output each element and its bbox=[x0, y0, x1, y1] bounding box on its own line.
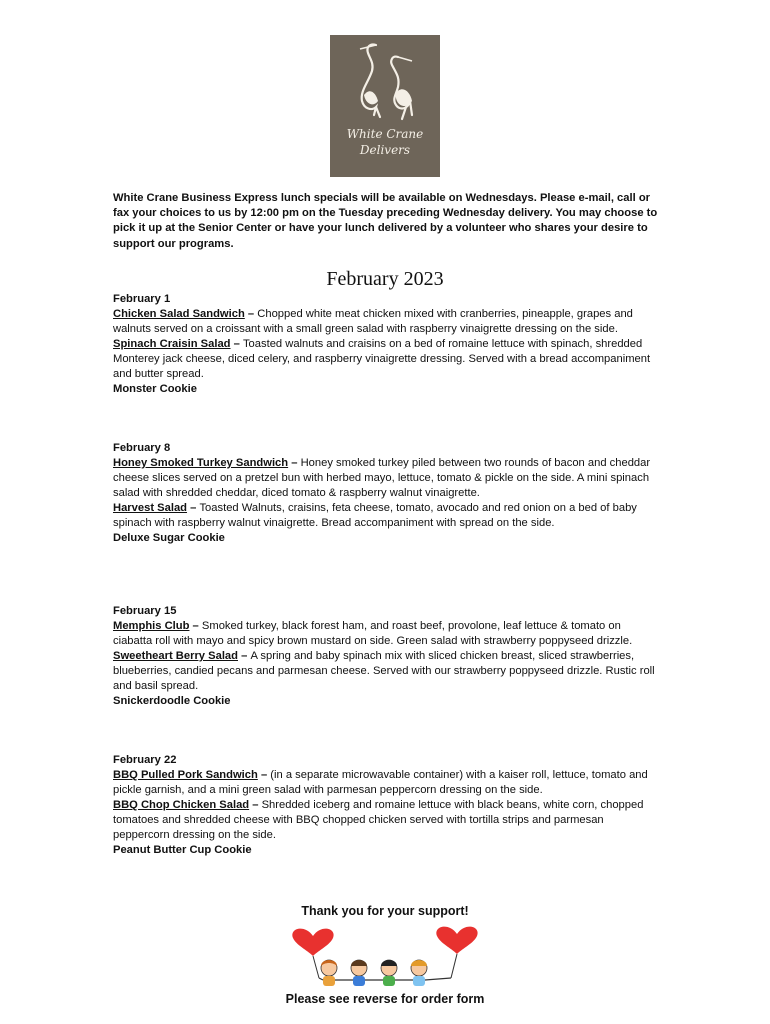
thank-you-note: Thank you for your support! bbox=[301, 904, 469, 918]
menu-item-name: BBQ Chop Chicken Salad bbox=[113, 799, 250, 811]
menu-item-separator: – bbox=[249, 799, 262, 811]
menu-item bbox=[113, 798, 658, 843]
menu-item-description: Toasted walnuts and craisins on a bed of romaine lettuce with spinach, shredded Monterey jack cheese, diced celery, and raspberry vinaigrette dressing. Served with a bread accompaniment and butter spread. bbox=[113, 338, 651, 380]
menu-item-separator: – bbox=[288, 457, 301, 469]
white-crane-logo bbox=[330, 35, 440, 177]
menu-item-name: Honey Smoked Turkey Sandwich bbox=[113, 457, 289, 469]
menu-item bbox=[113, 337, 658, 382]
day-section bbox=[113, 753, 658, 858]
menu-item-name: Harvest Salad bbox=[113, 502, 188, 514]
menu-item-separator: – bbox=[187, 502, 200, 514]
cookie-of-the-day: Snickerdoodle Cookie bbox=[113, 695, 231, 707]
day-date: February 15 bbox=[113, 605, 177, 617]
menu-item-name: Memphis Club bbox=[113, 620, 190, 632]
menu-item-name: Spinach Craisin Salad bbox=[113, 338, 231, 350]
menu-item-name: BBQ Pulled Pork Sandwich bbox=[113, 769, 258, 781]
kids-with-heart-balloons-icon bbox=[285, 920, 485, 992]
menu-item-separator: – bbox=[244, 308, 258, 320]
reverse-note: Please see reverse for order form bbox=[285, 992, 485, 1006]
menu-item-separator: – bbox=[238, 650, 251, 662]
menu-item-description: Chopped white meat chicken mixed with cranberries, pineapple, grapes and walnuts served on a croissant with a small green salad with raspberry vinaigrette dressing on the side. bbox=[113, 308, 633, 335]
menu-item-description: (in a separate microwavable container) with a kaiser roll, lettuce, tomato and pickle garnish, and a mini green salad with parmesan peppercorn dressing on the side. bbox=[113, 769, 648, 796]
menu-item-description: A spring and baby spinach mix with sliced chicken breast, sliced strawberries, blueberries, candied pecans and parmesan cheese. Served with our strawberry poppyseed drizzle. Rustic roll and basil spread. bbox=[113, 650, 655, 692]
menu-item-description: Shredded iceberg and romaine lettuce with black beans, white corn, chopped tomatoes and shredded cheese with BBQ chopped chicken served with tortilla strips and parmesan peppercorn dressing on the side. bbox=[113, 799, 644, 841]
menu-item-description: Smoked turkey, black forest ham, and roast beef, provolone, leaf lettuce & tomato on ciabatta roll with mayo and spicy brown mustard on side. Green salad with strawberry poppyseed drizzle. bbox=[113, 620, 633, 647]
menu-item bbox=[113, 649, 658, 694]
menu-item bbox=[113, 307, 658, 337]
menu-item-name: Sweetheart Berry Salad bbox=[113, 650, 238, 662]
menu-item bbox=[113, 619, 658, 649]
day-section bbox=[113, 292, 658, 397]
menu-item bbox=[113, 456, 658, 501]
menu-item bbox=[113, 768, 658, 798]
menu-item-name: Chicken Salad Sandwich bbox=[113, 308, 245, 320]
intro-paragraph: White Crane Business Express lunch specials will be available on Wednesdays. Please e-mail, call or fax your choices to us by 12:00 pm on the Tuesday preceding Wednesday delivery. You may choose to pick it up at the Senior Center or have your lunch delivered by a volunteer who shares your desire to support our programs. bbox=[113, 192, 658, 250]
menu-item bbox=[113, 501, 658, 531]
day-section bbox=[113, 441, 658, 546]
menu-item-separator: – bbox=[230, 338, 243, 350]
page-title: February 2023 bbox=[326, 268, 444, 290]
cookie-of-the-day: Deluxe Sugar Cookie bbox=[113, 532, 225, 544]
menu-item-description: Honey smoked turkey piled between two rounds of bacon and cheddar cheese slices served on a pretzel bun with herbed mayo, lettuce, tomato & pickle on the side. A mini spinach salad with shredded cheddar, diced tomato & raspberry walnut vinaigrette. bbox=[113, 457, 651, 499]
day-date: February 1 bbox=[113, 293, 171, 305]
menu-item-description: Toasted Walnuts, craisins, feta cheese, tomato, avocado and red onion on a bed of baby spinach with raspberry walnut vinaigrette. Bread accompaniment with spread on the side. bbox=[113, 502, 637, 529]
logo-text-line1: White Crane bbox=[346, 127, 424, 141]
cookie-of-the-day: Monster Cookie bbox=[113, 383, 197, 395]
day-date: February 8 bbox=[113, 442, 171, 454]
day-date: February 22 bbox=[113, 754, 177, 766]
menu-item-separator: – bbox=[257, 769, 271, 781]
day-section bbox=[113, 604, 658, 709]
menu-item-separator: – bbox=[189, 620, 202, 632]
logo-text-line2: Delivers bbox=[359, 143, 411, 157]
cookie-of-the-day: Peanut Butter Cup Cookie bbox=[113, 844, 252, 856]
